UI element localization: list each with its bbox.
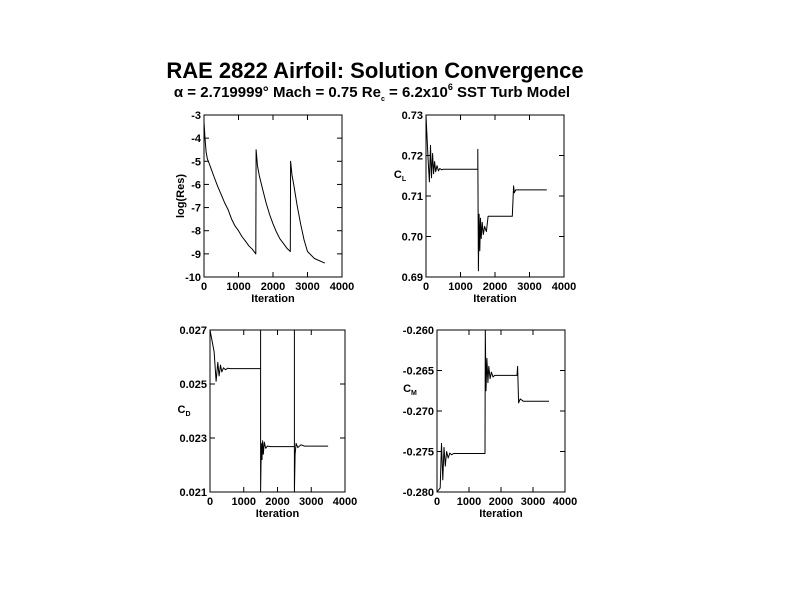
- cm-x-axis-label: Iteration: [479, 508, 523, 520]
- drag-coefficient-chart: [177, 325, 357, 520]
- cd-x-tick-label: 4000: [332, 496, 358, 508]
- res-y-tick-label: -9: [191, 248, 201, 261]
- cm-x-tick-label: 3000: [520, 496, 546, 508]
- alpha-symbol: α: [173, 84, 184, 101]
- res-x-tick-label: 1000: [226, 281, 251, 293]
- res-x-tick-label: 2000: [260, 281, 286, 293]
- res-plot-frame: [204, 115, 342, 277]
- cl-x-tick-label: 3000: [517, 281, 542, 293]
- cd-series-line: [210, 330, 328, 492]
- cm-y-tick-label: -0.260: [402, 325, 434, 337]
- cl-x-tick-label: 1000: [448, 281, 473, 293]
- cm-y-tick-label: -0.275: [402, 446, 434, 459]
- cm-y-tick-label: -0.280: [402, 487, 434, 499]
- cl-y-tick-label: 0.71: [401, 191, 423, 203]
- res-x-axis-label: Iteration: [251, 293, 295, 305]
- cl-y-axis-label: $C_L$: [393, 169, 407, 183]
- cl-series-line: [426, 115, 547, 271]
- res-y-tick-label: -6: [191, 179, 201, 192]
- figure-subtitle: [174, 82, 570, 103]
- cl-plot-frame: [426, 115, 564, 277]
- cl-x-axis-label: Iteration: [473, 293, 517, 305]
- cl-y-tick-label: 0.70: [401, 231, 423, 244]
- res-y-tick-label: -7: [191, 202, 201, 215]
- figure-title: RAE 2822 Airfoil: Solution Convergence: [166, 58, 584, 83]
- cd-y-tick-label: 0.021: [179, 487, 207, 499]
- cl-y-tick-label: 0.72: [401, 150, 423, 163]
- cm-x-tick-label: 4000: [552, 496, 578, 508]
- turbulence-model: SST Turb Model: [452, 84, 571, 101]
- cm-x-tick-label: 1000: [456, 496, 482, 508]
- res-y-axis-label: log(Res): [175, 174, 187, 218]
- res-x-tick-label: 4000: [329, 281, 355, 293]
- cd-x-axis-label: Iteration: [255, 508, 300, 520]
- cd-y-tick-label: 0.027: [179, 325, 207, 337]
- lift-coefficient-chart: [394, 110, 576, 305]
- cd-x-tick-label: 1000: [231, 496, 256, 508]
- res-y-tick-label: -4: [191, 133, 201, 146]
- cm-y-axis-label: $C_M$: [403, 383, 417, 397]
- cm-x-tick-label: 0: [433, 496, 441, 508]
- reynolds-exponent: 6: [447, 82, 453, 92]
- cl-x-tick-label: 4000: [551, 281, 577, 293]
- cd-x-tick-label: 0: [206, 496, 214, 508]
- cd-y-tick-label: 0.025: [179, 379, 207, 391]
- cd-y-axis-label: $C_D$: [177, 404, 191, 418]
- subtitle-alpha-mach: = 2.719999° Mach = 0.75 Re: [183, 84, 381, 101]
- cd-y-tick-label: 0.023: [179, 433, 207, 445]
- reynolds-value: = 6.2x10: [384, 84, 448, 101]
- cl-y-tick-label: 0.73: [401, 110, 423, 122]
- moment-coefficient-chart: [403, 325, 577, 520]
- cl-x-tick-label: 2000: [482, 281, 508, 293]
- residual-chart: [175, 110, 354, 305]
- res-y-tick-label: -5: [191, 156, 201, 169]
- reynolds-subscript: c: [380, 96, 385, 103]
- res-y-tick-label: -8: [191, 225, 201, 238]
- cd-x-tick-label: 3000: [299, 496, 324, 508]
- cm-x-tick-label: 2000: [488, 496, 514, 508]
- res-series-line: [204, 122, 325, 263]
- cd-x-tick-label: 2000: [265, 496, 290, 508]
- cm-y-tick-label: -0.270: [402, 406, 434, 418]
- res-y-tick-label: -10: [185, 272, 201, 284]
- cm-series-line: [437, 330, 549, 492]
- cd-plot-frame: [210, 330, 345, 492]
- res-y-tick-label: -3: [191, 110, 201, 122]
- cm-y-tick-label: -0.265: [402, 365, 434, 378]
- cl-y-tick-label: 0.69: [401, 272, 423, 284]
- cm-plot-frame: [437, 330, 565, 492]
- res-x-tick-label: 3000: [295, 281, 320, 293]
- res-x-tick-label: 0: [200, 281, 208, 293]
- cl-x-tick-label: 0: [422, 281, 430, 293]
